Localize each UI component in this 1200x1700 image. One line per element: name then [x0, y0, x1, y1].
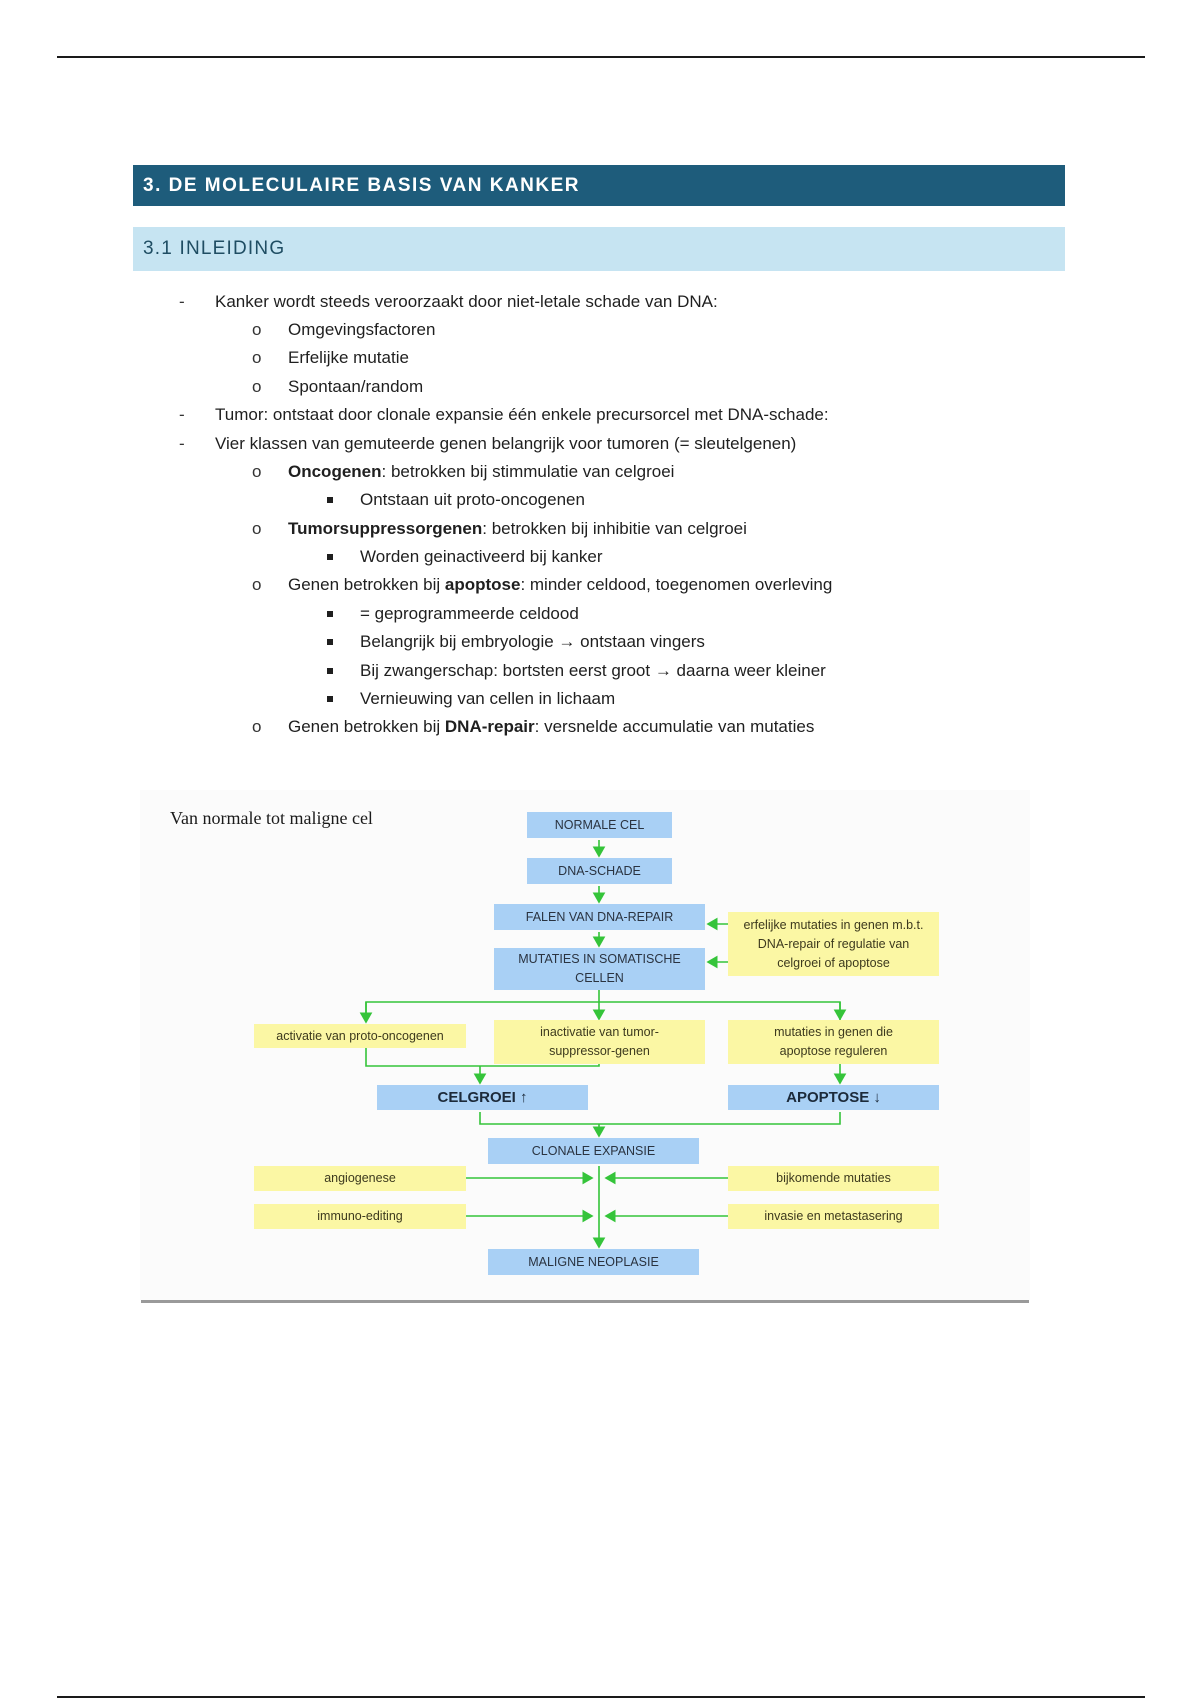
chapter-heading: 3. DE MOLECULAIRE BASIS VAN KANKER [133, 165, 1065, 206]
top-rule [57, 56, 1145, 58]
dash-bullet: - [179, 405, 185, 424]
dash-bullet: - [179, 292, 185, 311]
connector-branch [366, 1002, 840, 1022]
box-inactivatie-tumorsuppressor: inactivatie van tumor-suppressor-genen [494, 1020, 705, 1064]
box-erfelijke-mutaties: erfelijke mutaties in genen m.b.t. DNA-repair of regulatie van celgroei of apoptose [728, 912, 939, 976]
square-bullet [327, 639, 333, 645]
box-bijkomende-mutaties: bijkomende mutaties [728, 1166, 939, 1191]
box-angiogenese: angiogenese [254, 1166, 466, 1191]
term-dna-repair: DNA-repair [444, 717, 535, 736]
box-activatie-proto-oncogenen: activatie van proto-oncogenen [254, 1024, 466, 1048]
diagram-title: Van normale tot maligne cel [170, 808, 373, 828]
figure-bottom-rule [141, 1300, 1029, 1303]
square-bullet [327, 696, 333, 702]
box-maligne-neoplasie: MALIGNE NEOPLASIE [488, 1249, 699, 1275]
list-item: = geprogrammeerde celdood [360, 604, 579, 623]
square-bullet [327, 668, 333, 674]
circle-bullet: o [252, 717, 262, 736]
circle-bullet: o [252, 348, 262, 367]
connector-to-clonale [480, 1112, 840, 1124]
box-clonale-expansie: CLONALE EXPANSIE [488, 1138, 699, 1164]
box-dna-schade: DNA-SCHADE [527, 858, 672, 884]
list-item: Belangrijk bij embryologie → ontstaan vingers [360, 632, 705, 651]
list-item: Vier klassen van gemuteerde genen belangrijk voor tumoren (= sleutelgenen) [215, 434, 797, 453]
box-mutaties-apoptose: mutaties in genen die apoptose reguleren [728, 1020, 939, 1064]
square-bullet [327, 554, 333, 560]
list-item: Bij zwangerschap: bortsten eerst groot → daarna weer kleiner [360, 661, 826, 680]
list-item: Omgevingsfactoren [288, 320, 436, 339]
bottom-rule [57, 1696, 1145, 1698]
list-item: Erfelijke mutatie [288, 348, 409, 367]
square-bullet [327, 497, 333, 503]
list-item: Spontaan/random [288, 377, 424, 396]
circle-bullet: o [252, 575, 262, 594]
square-bullet [327, 611, 333, 617]
list-item: Kanker wordt steeds veroorzaakt door niet-letale schade van DNA: [215, 292, 718, 311]
box-celgroei: CELGROEI ↑ [377, 1085, 588, 1110]
box-apoptose: APOPTOSE ↓ [728, 1085, 939, 1110]
list-item: Genen betrokken bij apoptose: minder celdood, toegenomen overleving [288, 575, 833, 594]
box-falen-dna-repair: FALEN VAN DNA-REPAIR [494, 904, 705, 930]
dash-bullet: - [179, 434, 185, 453]
list-item: Tumor: ontstaat door clonale expansie één enkele precursorcel met DNA-schade: [215, 405, 829, 424]
box-invasie-metastasering: invasie en metastasering [728, 1204, 939, 1229]
list-item: Genen betrokken bij DNA-repair: versnelde accumulatie van mutaties [288, 717, 815, 736]
box-immuno-editing: immuno-editing [254, 1204, 466, 1229]
circle-bullet: o [252, 377, 262, 396]
term-oncogenen: Oncogenen [288, 462, 382, 481]
circle-bullet: o [252, 462, 262, 481]
list-item: Oncogenen: betrokken bij stimmulatie van celgroei [288, 462, 675, 481]
term-apoptose: apoptose [444, 575, 521, 594]
flow-diagram [140, 790, 1030, 1300]
box-normale-cel: NORMALE CEL [527, 812, 672, 838]
box-mutaties-somatische-cellen: MUTATIES IN SOMATISCHE CELLEN [494, 948, 705, 990]
list-item: Worden geinactiveerd bij kanker [360, 547, 603, 566]
circle-bullet: o [252, 320, 262, 339]
circle-bullet: o [252, 519, 262, 538]
list-item: Vernieuwing van cellen in lichaam [360, 689, 616, 708]
list-item: Tumorsuppressorgenen: betrokken bij inhibitie van celgroei [288, 519, 747, 538]
list-item: Ontstaan uit proto-oncogenen [360, 490, 585, 509]
section-heading: 3.1 INLEIDING [133, 227, 1065, 271]
term-tumorsuppressorgenen: Tumorsuppressorgenen [288, 519, 483, 538]
